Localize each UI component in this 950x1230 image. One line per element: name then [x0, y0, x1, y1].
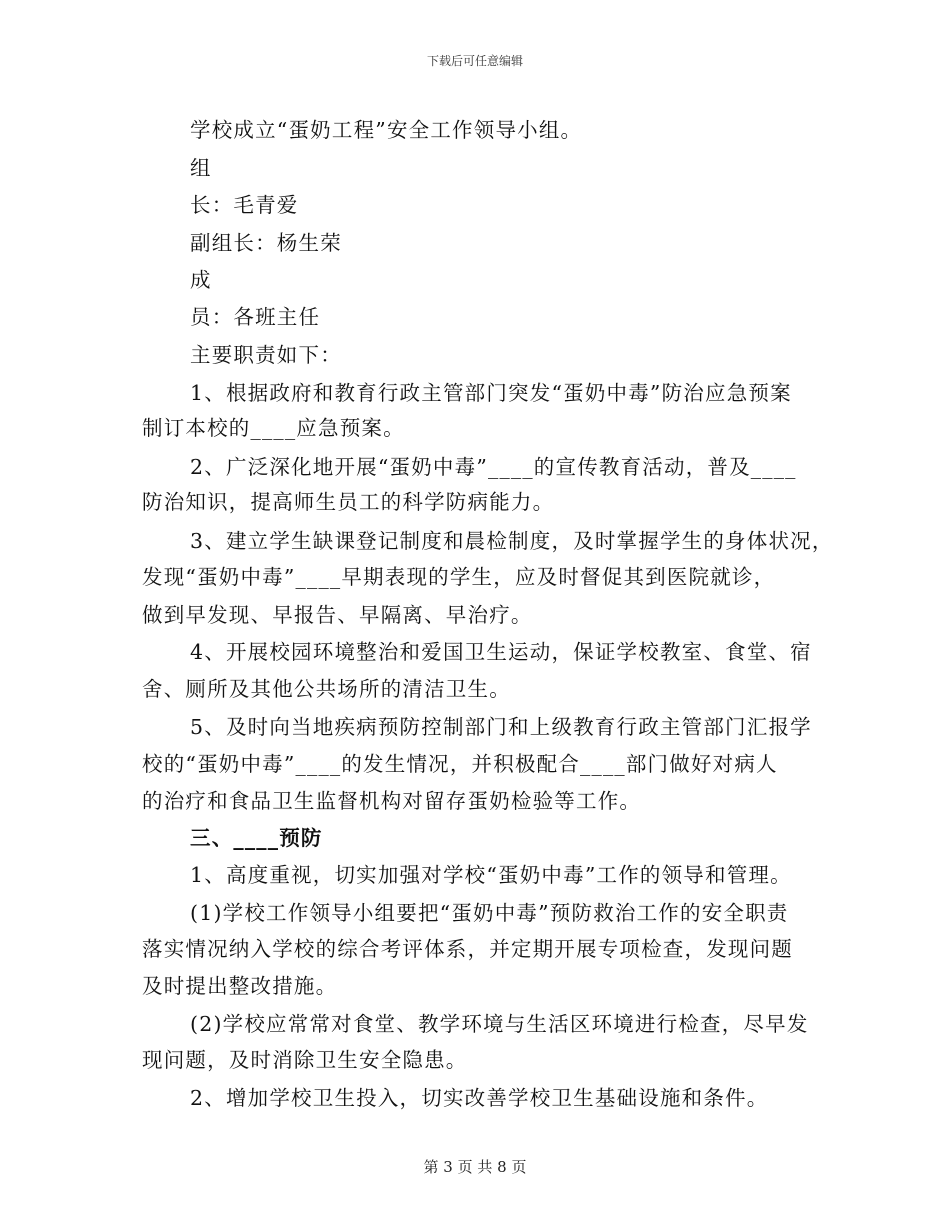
page-header-note: 下载后可任意编辑: [426, 54, 523, 68]
text-line: 做到早发现、早报告、早隔离、早治疗。: [142, 603, 533, 627]
text-line: 5、及时向当地疾病预防控制部门和上级教育行政主管部门汇报学: [190, 715, 812, 739]
section-heading: 三、____预防: [190, 826, 323, 850]
text-line: 及时提出整改措施。: [142, 974, 338, 998]
text-line: 校的“蛋奶中毒”____的发生情况，并积极配合____部门做好对病人: [142, 752, 778, 776]
text-line: 制订本校的____应急预案。: [142, 416, 405, 440]
text-line: 发现“蛋奶中毒”____早期表现的学生，应及时督促其到医院就诊，: [142, 565, 776, 589]
text-line: 2、广泛深化地开展“蛋奶中毒”____的宣传教育活动，普及____: [190, 455, 797, 479]
text-line: 长：毛青爱: [190, 193, 299, 217]
text-line: (1)学校工作领导小组要把“蛋奶中毒”预防救治工作的安全职责: [190, 901, 789, 925]
text-line: 2、增加学校卫生投入，切实改善学校卫生基础设施和条件。: [190, 1086, 769, 1110]
page-number: 第 3 页 共 8 页: [423, 1158, 527, 1176]
text-line: 主要职责如下：: [190, 343, 342, 367]
text-line: 防治知识，提高师生员工的科学防病能力。: [142, 490, 555, 514]
text-line: 3、建立学生缺课登记制度和晨检制度，及时掌握学生的身体状况，: [190, 529, 834, 553]
text-line: (2)学校应常常对食堂、教学环境与生活区环境进行检查，尽早发: [190, 1012, 809, 1036]
text-line: 副组长：杨生荣: [190, 231, 342, 255]
text-line: 4、开展校园环境整治和爱国卫生运动，保证学校教室、食堂、宿: [190, 640, 812, 664]
text-line: 1、高度重视，切实加强对学校“蛋奶中毒”工作的领导和管理。: [190, 863, 792, 887]
text-line: 现问题，及时消除卫生安全隐患。: [142, 1048, 468, 1072]
text-line: 员：各班主任: [190, 305, 321, 329]
text-line: 组: [190, 156, 212, 180]
text-line: 1、根据政府和教育行政主管部门突发“蛋奶中毒”防治应急预案: [190, 381, 792, 405]
text-line: 学校成立“蛋奶工程”安全工作领导小组。: [190, 118, 583, 142]
text-line: 落实情况纳入学校的综合考评体系，并定期开展专项检查，发现问题: [142, 937, 793, 961]
text-line: 舍、厕所及其他公共场所的清洁卫生。: [142, 677, 511, 701]
text-line: 成: [190, 268, 212, 292]
text-line: 的治疗和食品卫生监督机构对留存蛋奶检验等工作。: [142, 789, 642, 813]
